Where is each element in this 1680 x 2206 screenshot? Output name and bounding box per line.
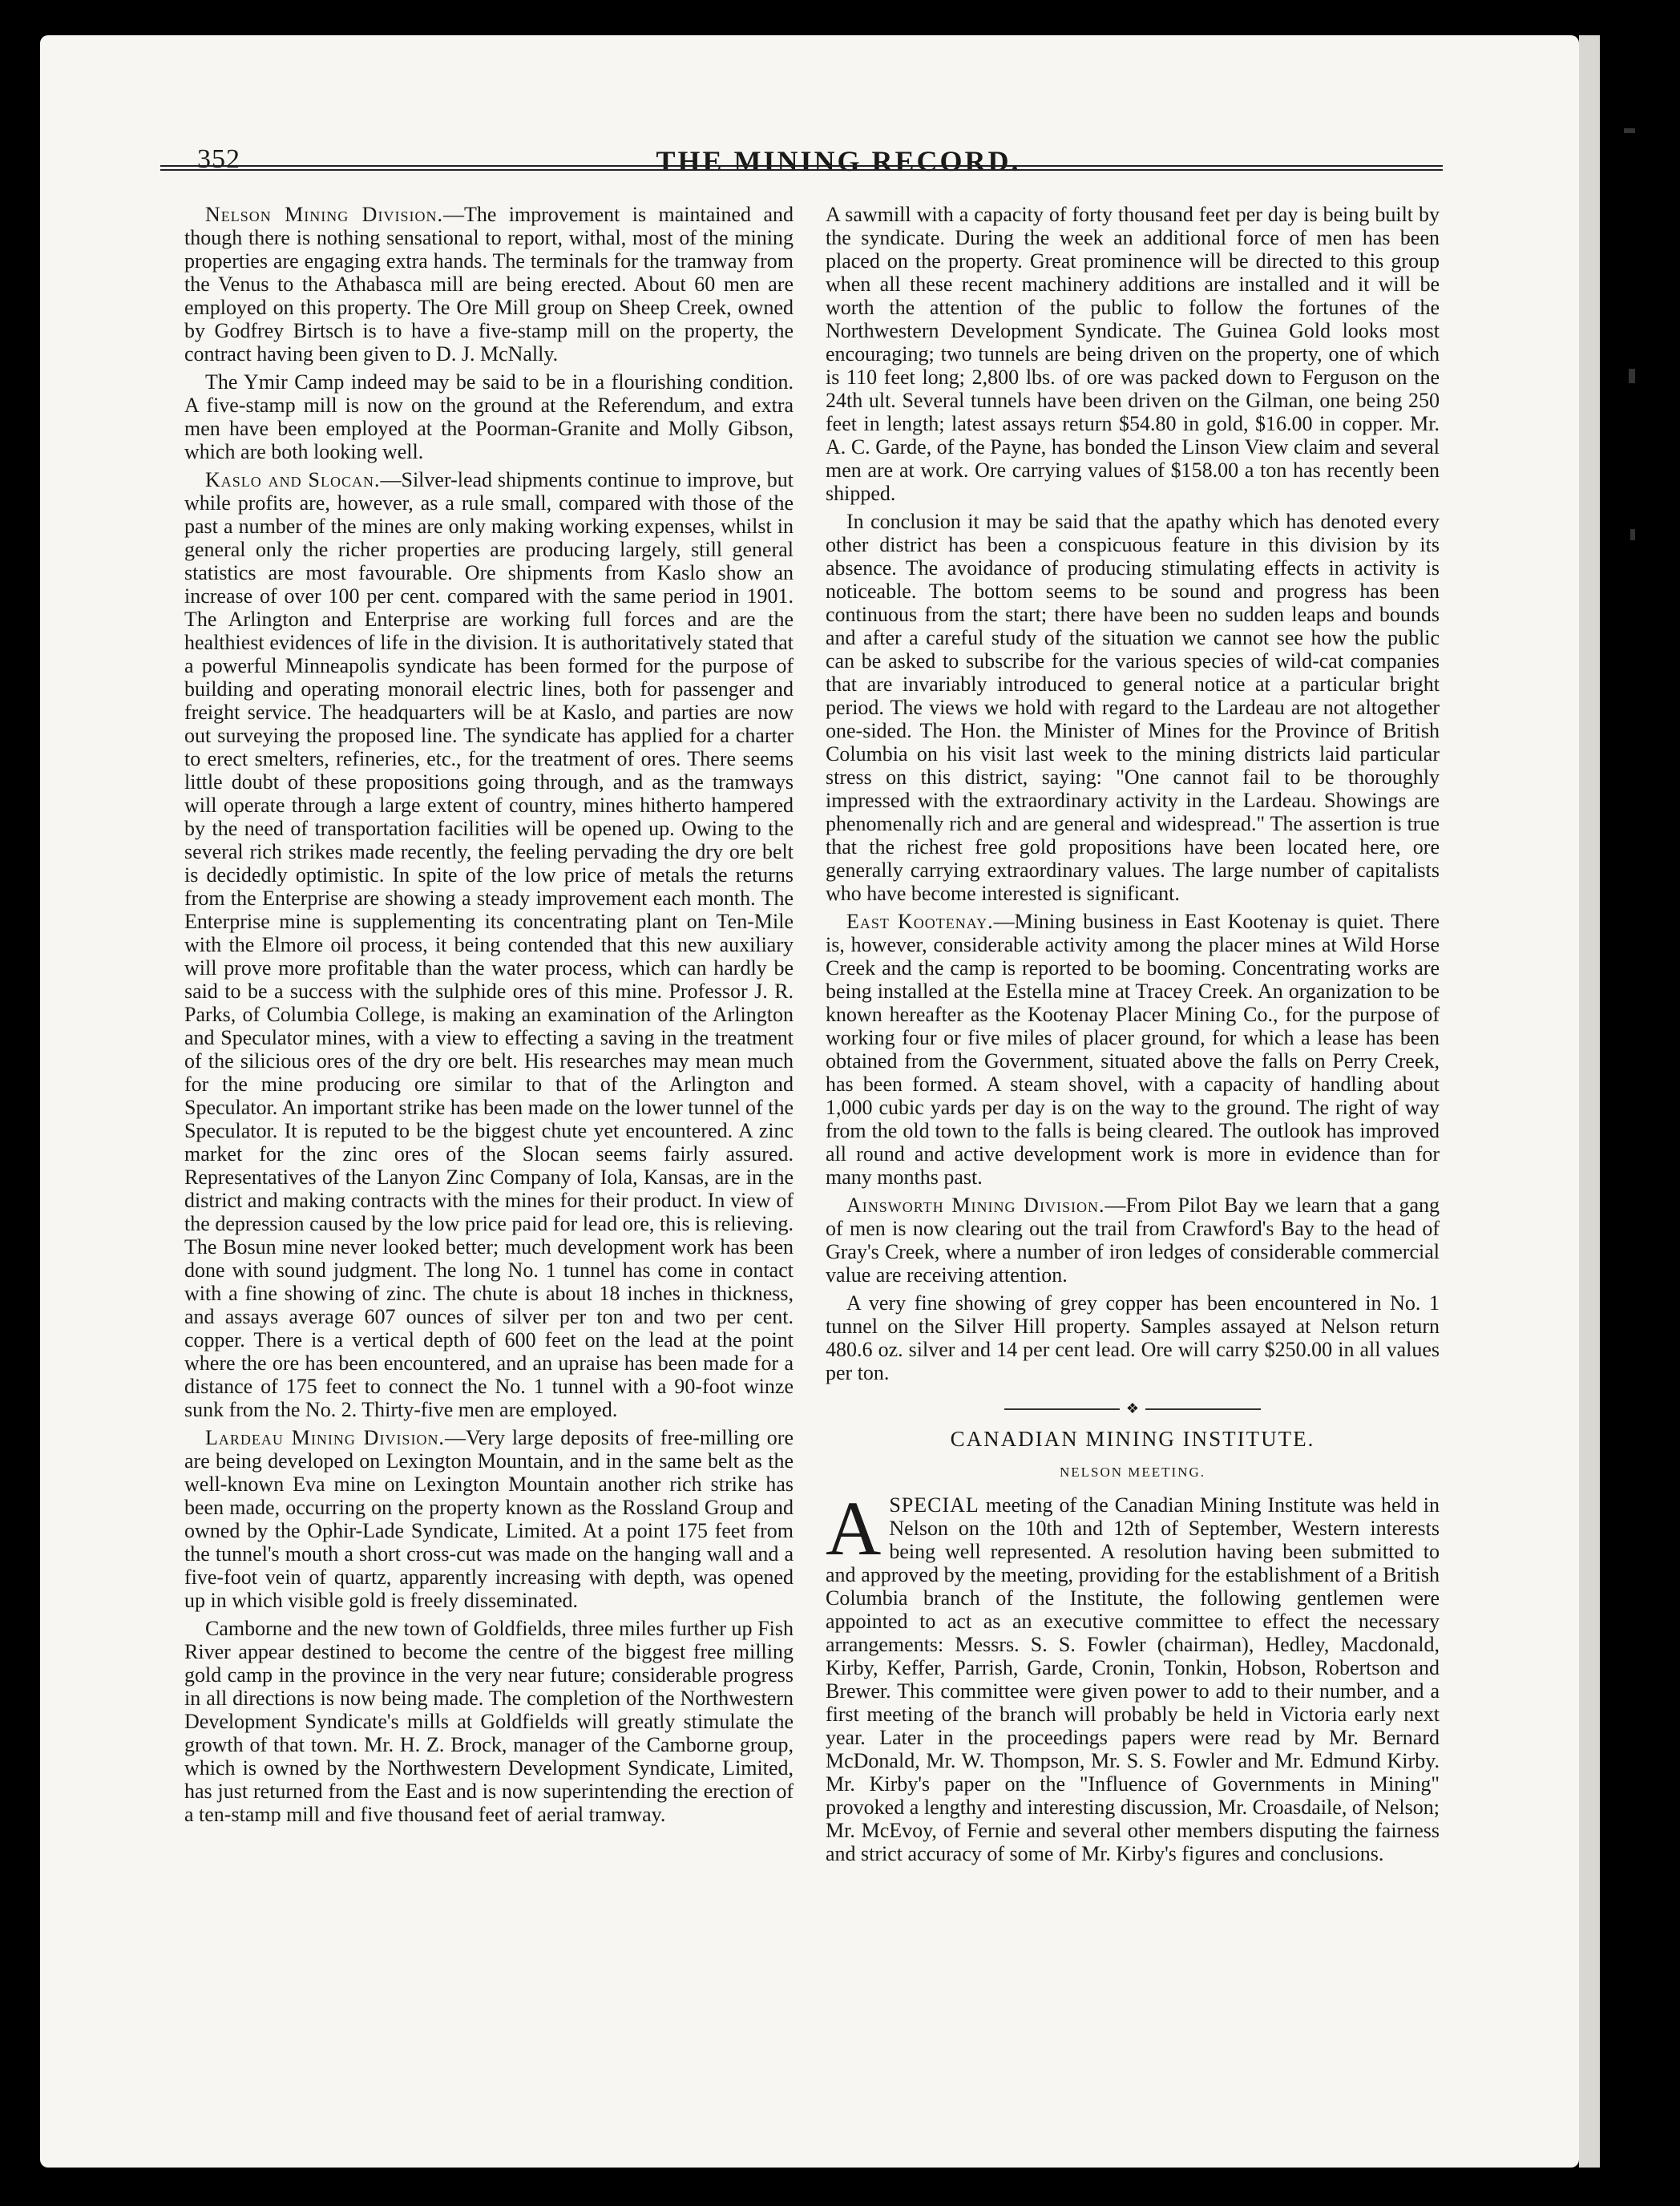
- article-paragraph: [826, 1194, 1440, 1287]
- article-paragraph: Camborne and the new town of Goldfields, three miles further up Fish River appear destined to become the centre of the biggest free milling gold camp in the province in the very near future; considerable progress in all directions is now being made. The completion of the Northwestern Development Syndicate's mills at Goldfields will greatly stimulate the growth of that town. Mr. H. Z. Brock, manager of the Camborne group, which is owned by the Northwestern Development Syndicate, Limited, has just returned from the East and is now superintending the erection of a ten-stamp mill and five thousand feet of aerial tramway.: [184, 1617, 794, 1826]
- section-heading-east-kootenay: East Kootenay.: [846, 910, 994, 933]
- paragraph-text: —From Pilot Bay we learn that a gang of men is now clearing out the trail from Crawford's Bay to the head of Gray's Creek, where a number of iron ledges of considerable commercial value are receiving attention.: [826, 1194, 1440, 1287]
- paragraph-text: —Mining business in East Kootenay is quiet. There is, however, considerable activity among the placer mines at Wild Horse Creek and the camp is reported to be booming. Concentrating works are being installed at the Estella mine at Tracey Creek. An organization to be known hereafter as the Kootenay Placer Mining Co., for the purpose of working four or five miles of placer ground, for which a lease has been obtained from the Government, situated above the falls on Perry Creek, has been formed. A steam shovel, with a capacity of handling about 1,000 cubic yards per day is on the way to the ground. The right of way from the old town to the falls is being cleared. The outlook has improved all round and active development work is more in evidence than for many months past.: [826, 910, 1440, 1189]
- paragraph-text: —Very large deposits of free-milling ore are being developed on Lexington Mountain, and in the same belt as the well-known Eva mine on Lexington Mountain another rich strike has been made, occurring on the property known as the Rossland Group and owned by the Ophir-Lade Syndicate, Limited. At a point 175 feet from the tunnel's mouth a short cross-cut was made on the hanging wall and a five-foot vein of quartz, apparently increasing with depth, was opened up in which visible gold is freely disseminated.: [184, 1426, 794, 1612]
- article-paragraph: In conclusion it may be said that the apathy which has denoted every other district has been a conspicuous feature in this division by its absence. The avoidance of producing stimulating effects in activity is noticeable. The bottom seems to be sound and progress has been continuous from the start; there have been no sudden leaps and bounds and after a careful study of the situation we cannot see how the public can be asked to subscribe for the various species of wild-cat companies that are invariably introduced to general notice at a particular bright period. The views we hold with regard to the Lardeau are not altogether one-sided. The Hon. the Minister of Mines for the Province of British Columbia on his visit last week to the mining districts laid particular stress on this district, saying: "One cannot fail to be thoroughly impressed with the extraordinary activity in the Lardeau. Showings are phenomenally rich and are general and widespread." The assertion is true that the richest free gold propositions have been located here, ore generally carrying extraordinary values. The large number of capitalists who have become interested is significant.: [826, 510, 1440, 905]
- drop-cap: A: [826, 1485, 882, 1571]
- paragraph-text: —The improvement is maintained and though there is nothing sensational to report, withal, most of the mining properties are engaging extra hands. The terminals for the tramway from the Venus to the Athabasca mill are being erected. About 60 men are employed on this property. The Ore Mill group on Sheep Creek, owned by Godfrey Birtsch is to have a five-stamp mill on the property, the contract having been given to D. J. McNally.: [184, 203, 794, 366]
- article-subtitle: NELSON MEETING.: [1059, 1465, 1206, 1480]
- section-heading-kaslo: Kaslo and Slocan.: [205, 468, 381, 491]
- article-paragraph: [184, 468, 794, 1421]
- article-paragraph: [826, 1485, 1440, 1865]
- article-paragraph: A very fine showing of grey copper has been encountered in No. 1 tunnel on the Silver Hill property. Samples assayed at Nelson return 480.6 oz. silver and 14 per cent lead. Ore will carry $250.00 in all values per ton.: [826, 1291, 1440, 1384]
- edge-mark: [1629, 369, 1635, 383]
- article-paragraph: A sawmill with a capacity of forty thousand feet per day is being built by the syndicate. During the week an additional force of men has been placed on the property. Great prominence will be directed to this group when all these recent machinery additions are installed and it will be worth the attention of the public to follow the fortunes of the Northwestern Development Syndicate. The Guinea Gold looks most encouraging; two tunnels are being driven on the property, one of which is 110 feet long; 2,800 lbs. of ore was packed down to Ferguson on the 24th ult. Several tunnels have been driven on the Gilman, one being 250 feet in length; latest assays return $54.80 in gold, $16.00 in copper. Mr. A. C. Garde, of the Payne, has bonded the Linson View claim and several men are at work. Ore carrying values of $158.00 a ton has recently been shipped.: [826, 203, 1440, 505]
- scan-edge: [1600, 0, 1680, 2206]
- edge-mark: [1624, 128, 1635, 133]
- ornament-divider: [1004, 1400, 1261, 1416]
- section-heading-ainsworth: Ainsworth Mining Division.: [846, 1194, 1105, 1217]
- running-title: THE MINING RECORD.: [656, 145, 1021, 177]
- article-paragraph: The Ymir Camp indeed may be said to be in a flourishing condition. A five-stamp mill is now on the ground at the Referendum, and extra men have been employed at the Poorman-Granite and Molly Gibson, which are both looking well.: [184, 370, 794, 463]
- right-column: [826, 203, 1440, 1870]
- section-heading-lardeau: Lardeau Mining Division.: [205, 1426, 445, 1449]
- header-rule: [160, 165, 1443, 171]
- article-paragraph: [826, 910, 1440, 1189]
- edge-mark: [1630, 529, 1635, 540]
- article-paragraph: [184, 1426, 794, 1612]
- paragraph-text: —Silver-lead shipments continue to improve, but while profits are, however, as a rule small, compared with those of the past a number of the mines are only making working expenses, whilst in general only the richer properties are producing largely, still general statistics are most favourable. Ore shipments from Kaslo show an increase of over 100 per cent. compared with the same period in 1901. The Arlington and Enterprise are working full forces and are the healthiest evidences of life in the division. It is authoritatively stated that a powerful Minneapolis syndicate has been formed for the purpose of building and operating monorail electric lines, both for passenger and freight service. The headquarters will be at Kaslo, and parties are now out surveying the proposed line. The syndicate has applied for a charter to erect smelters, refineries, etc., for the treatment of ores. There seems little doubt of these propositions going through, and as the tramways will operate through a large extent of country, mines hitherto hampered by the need of transportation facilities will be opened up. Owing to the several rich strikes made recently, the feeling pervading the dry ore belt is decidedly optimistic. In spite of the low price of metals the returns from the Enterprise are showing a steady improvement each month. The Enterprise mine is supplementing its concentrating plant on Ten-Mile with the Elmore oil process, it being contended that this new auxiliary will prove more profitable than the water process, which can hardly be said to be a success with the sulphide ores of this mine. Professor J. R. Parks, of Columbia College, is making an examination of the Arlington and Speculator mines, with a view to effecting a saving in the treatment of the silicious ores of the dry ore belt. His researches may mean much for the mine producing ore similar to that of the Arlington and Speculator. An important strike has been made on the lower tunnel of the Speculator. It is reputed to be the biggest chute yet encountered. A zinc market for the zinc ores of the Slocan seems fairly assured. Representatives of the Lanyon Zinc Company of Iola, Kansas, are in the district and making contracts with the mines for their product. In view of the depression caused by the low price paid for lead ore, this is relieving. The Bosun mine never looked better; much development work has been done with sound judgment. The long No. 1 tunnel has come in contact with a fine showing of zinc. The chute is about 18 inches in thickness, and assays average 607 ounces of silver per ton and two per cent. copper. There is a vertical depth of 600 feet on the lead at the point where the ore has been encountered, and an upraise has been made for a distance of 175 feet to connect the No. 1 tunnel with a 90-foot winze sunk from the No. 2. Thirty-five men are employed.: [184, 468, 794, 1421]
- binding-gutter: [1579, 35, 1600, 2168]
- article-title: CANADIAN MINING INSTITUTE.: [950, 1427, 1315, 1451]
- paragraph-text: meeting of the Canadian Mining Institute was held in Nelson on the 10th and 12th of September, Western interests being well represented. A resolution having been submitted to and approved by the meeting, providing for the establishment of a British Columbia branch of the Institute, the following gentlemen were appointed to act as an executive committee to effect the necessary arrangements: Messrs. S. S. Fowler (chairman), Hedley, Macdonald, Kirby, Keffer, Parrish, Garde, Cronin, Tonkin, Hobson, Robertson and Brewer. This committee were given power to add to their number, and a first meeting of the branch will probably be held in Victoria early next year. Later in the proceedings papers were read by Mr. Bernard McDonald, Mr. W. Thompson, Mr. S. S. Fowler and Mr. Edmund Kirby. Mr. Kirby's paper on the "Influence of Governments in Mining" provoked a lengthy and interesting discussion, Mr. Croasdaile, of Nelson; Mr. McEvoy, of Fernie and several other members disputing the fairness and strict accuracy of some of Mr. Kirby's figures and conclusions.: [826, 1493, 1440, 1865]
- page-number: 352: [197, 144, 240, 174]
- article-paragraph: [184, 203, 794, 366]
- section-heading-nelson: Nelson Mining Division.: [205, 203, 443, 226]
- lead-word: SPECIAL: [889, 1493, 979, 1517]
- left-column: [184, 203, 794, 1831]
- ornament-icon: ❖: [1120, 1400, 1145, 1416]
